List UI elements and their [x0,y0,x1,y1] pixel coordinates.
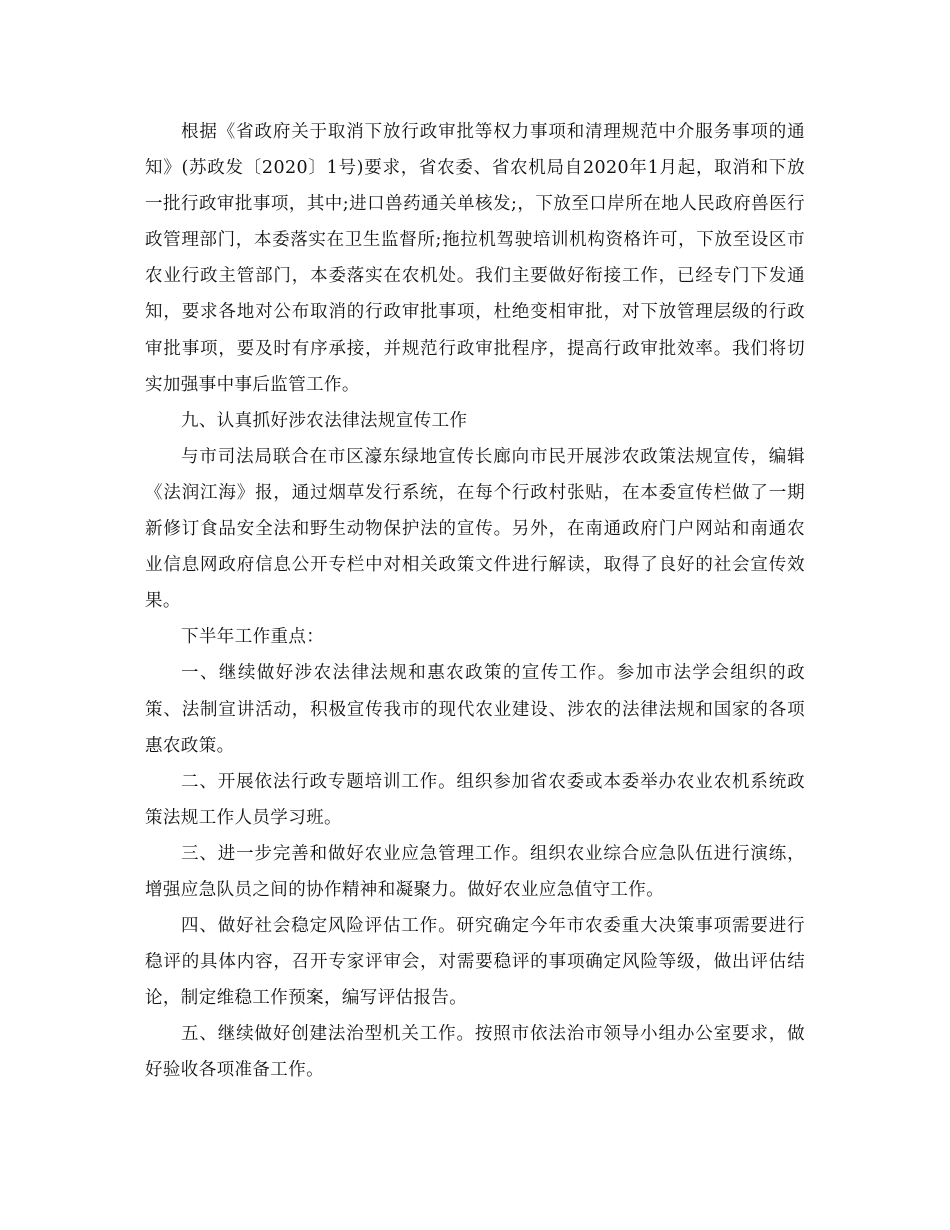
paragraph-priority-two: 二、开展依法行政专题培训工作。组织参加省农委或本委举办农业农机系统政策法规工作人员学习班。 [145,771,805,828]
paragraph-priority-one: 一、继续做好涉农法律法规和惠农政策的宣传工作。参加市法学会组织的政策、法制宣讲活动，积极宣传我市的现代农业建设、涉农的法律法规和国家的各项惠农政策。 [145,663,805,756]
document-body [145,114,805,1089]
heading-second-half-priorities: 下半年工作重点： [181,627,325,648]
paragraph-priority-five: 五、继续做好创建法治型机关工作。按照市依法治市领导小组办公室要求，做好验收各项准备工作。 [145,1024,805,1081]
heading-section-nine: 九、认真抓好涉农法律法规宣传工作 [181,410,468,431]
paragraph-legal-publicity: 与市司法局联合在市区濠东绿地宣传长廊向市民开展涉农政策法规宣传，编辑《法润江海》报，通过烟草发行系统，在每个行政村张贴，在本委宣传栏做了一期新修订食品安全法和野生动物保护法的宣传。另外，在南通政府门户网站和南通农业信息网政府信息公开专栏中对相关政策文件进行解读，取得了良好的社会宣传效果。 [145,446,805,612]
paragraph-priority-four: 四、做好社会稳定风险评估工作。研究确定今年市农委重大决策事项需要进行稳评的具体内容，召开专家评审会，对需要稳评的事项确定风险等级，做出评估结论，制定维稳工作预案，编写评估报告。 [145,916,805,1009]
paragraph-priority-three: 三、进一步完善和做好农业应急管理工作。组织农业综合应急队伍进行演练，增强应急队员之间的协作精神和凝聚力。做好农业应急值守工作。 [145,843,805,900]
paragraph-approval-reform: 根据《省政府关于取消下放行政审批等权力事项和清理规范中介服务事项的通知》(苏政发〔2020〕1号)要求，省农委、省农机局自2020年1月起，取消和下放一批行政审批事项，其中;进口兽药通关单核发;，下放至口岸所在地人民政府兽医行政管理部门，本委落实在卫生监督所;拖拉机驾驶培训机构资格许可，下放至设区市农业行政主管部门，本委落实在农机处。我们主要做好衔接工作，已经专门下发通知，要求各地对公布取消的行政审批事项，杜绝变相审批，对下放管理层级的行政审批事项，要及时有序承接，并规范行政审批程序，提高行政审批效率。我们将切实加强事中事后监管工作。 [145,122,805,395]
